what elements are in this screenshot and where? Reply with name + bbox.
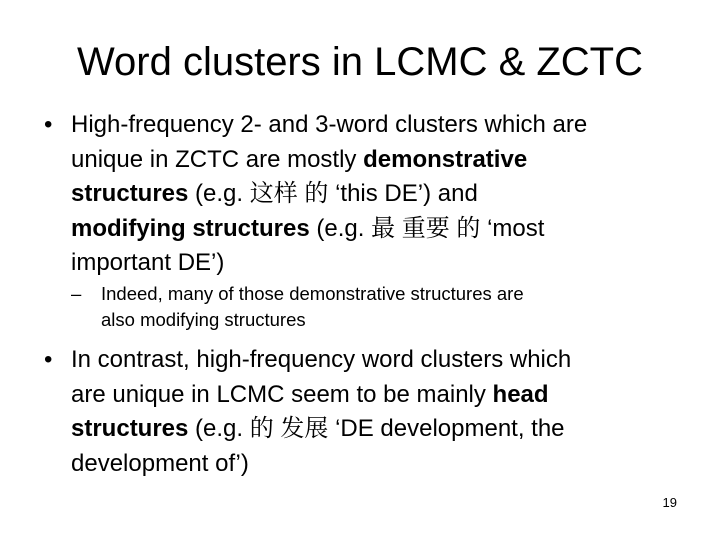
bullet-text-line [71, 177, 691, 212]
page-number: 19 [662, 495, 677, 510]
sub-bullet-text-line: also modifying structures [101, 309, 306, 330]
bullet-text-line [71, 412, 691, 447]
bullet-text-line [71, 343, 691, 378]
sub-bullet-text-line: Indeed, many of those demonstrative structures are [101, 283, 524, 304]
slide-title: Word clusters in LCMC & ZCTC [76, 40, 643, 84]
sub-bullet-demonstrative [71, 281, 681, 333]
text-run: (e.g. 的 发展 ‘DE development, the [188, 415, 565, 442]
bold-term: head [492, 380, 549, 408]
text-run: unique in ZCTC are mostly [71, 145, 364, 173]
bold-term: demonstrative [363, 145, 528, 173]
text-run: development of’) [71, 449, 249, 477]
bullet-lcmc-clusters [44, 343, 691, 481]
bullet-text-line [71, 378, 691, 413]
text-run: High-frequency 2- and 3-word clusters which are [71, 111, 588, 138]
text-run: important DE’) [71, 249, 225, 276]
text-run: In contrast, high-frequency word clusters which [71, 346, 572, 373]
bold-term: modifying structures [71, 214, 310, 242]
bullet-marker: • [44, 111, 53, 138]
bullet-zctc-clusters [44, 108, 691, 281]
text-run: (e.g. 最 重要 的 ‘most [309, 214, 545, 242]
text-run: are unique in LCMC seem to be mainly [71, 380, 493, 408]
bullet-text-line [71, 447, 691, 482]
bullet-text-line [71, 212, 691, 247]
bullet-text-line [71, 143, 691, 178]
text-run: (e.g. 这样 的 ‘this DE’) and [188, 180, 478, 207]
sub-bullet-marker: – [71, 283, 82, 304]
bullet-text-line [71, 246, 691, 281]
bullet-text-line [71, 108, 691, 143]
bullet-marker: • [44, 346, 53, 373]
bold-term: structures [71, 415, 189, 442]
bold-term: structures [71, 180, 189, 207]
